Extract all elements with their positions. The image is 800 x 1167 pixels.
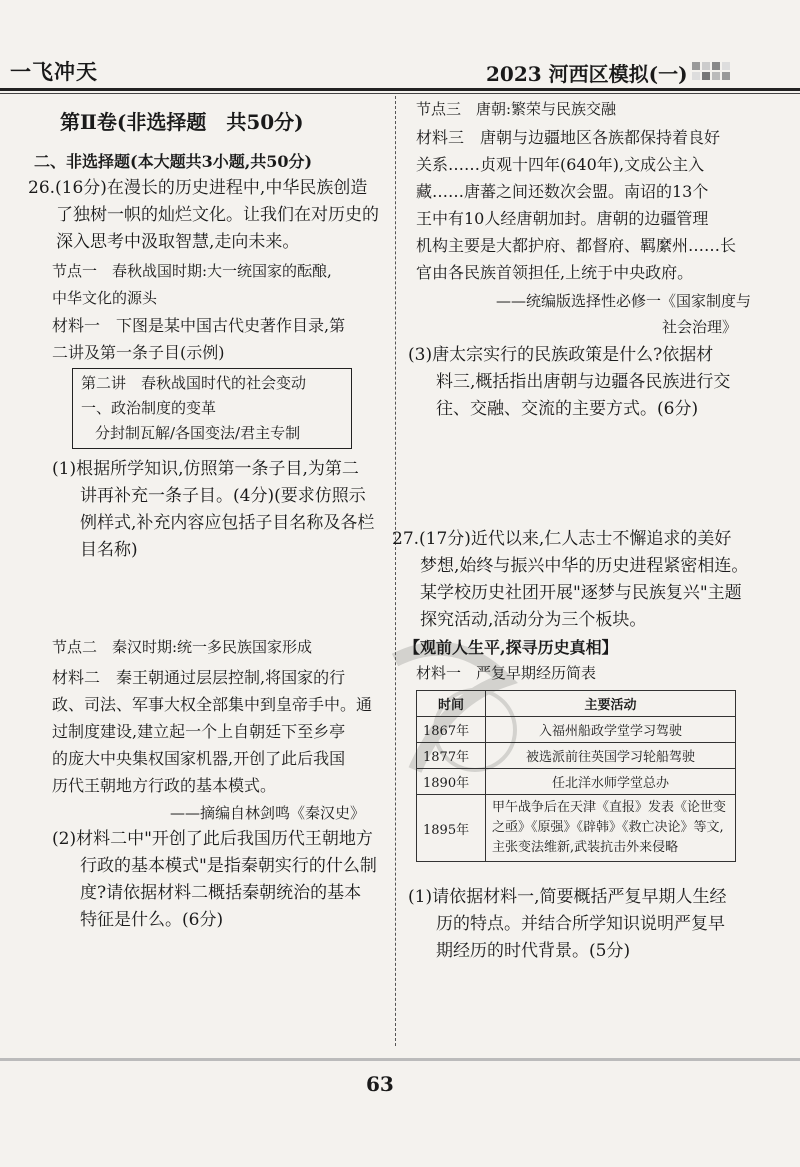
box-line: 一、政治制度的变革 [81, 399, 217, 417]
text-line: 官由各民族首领担任,上统于中央政府。 [416, 263, 694, 282]
q27-block-title: 【观前人生平,探寻历史真相】 [404, 638, 618, 657]
text-line: 政、司法、军事大权全部集中到皇帝手中。通 [52, 695, 373, 714]
table-cell: 入福州船政学堂学习驾驶 [486, 717, 736, 743]
q27-question1 [408, 884, 726, 965]
text-line: 往、交融、交流的主要方式。(6分) [436, 399, 699, 419]
q26-node3: 节点三 唐朝:繁荣与民族交融 [416, 100, 617, 118]
table-row [417, 795, 736, 862]
text-line: 二讲及第一条子目(示例) [52, 343, 225, 362]
text-line: 26.(16分)在漫长的历史进程中,中华民族创造 [28, 178, 368, 198]
table-cell: 1895年 [417, 795, 486, 862]
text-line: (3)唐太宗实行的民族政策是什么?依据材 [408, 345, 714, 365]
table-header-row [417, 691, 736, 717]
text-line: 特征是什么。(6分) [80, 910, 224, 930]
text-line: 材料一 下图是某中国古代史著作目录,第 [52, 316, 346, 335]
example-box [72, 368, 352, 449]
q26-question2 [52, 826, 377, 934]
q26-material3 [416, 124, 736, 286]
page-number: 63 [366, 1072, 394, 1096]
table-header: 时间 [417, 691, 486, 717]
q27-material1-title: 材料一 严复早期经历简表 [416, 664, 597, 682]
text-line: 深入思考中汲取智慧,走向未来。 [56, 232, 300, 252]
exam-title: 2023 河西区模拟(一) [486, 62, 688, 86]
footer-rule [0, 1058, 800, 1061]
text-line: 藏……唐蕃之间还数次会盟。南诏的13个 [416, 182, 709, 201]
q26-node1 [52, 258, 332, 312]
text-line: 历代王朝地方行政的基本模式。 [52, 776, 277, 795]
text-line: 机构主要是大都护府、都督府、羁縻州……长 [416, 236, 737, 255]
text-line: (1)根据所学知识,仿照第一条子目,为第二 [52, 459, 359, 479]
text-line: 例样式,补充内容应包括子目名称及各栏 [80, 513, 375, 533]
box-line: 第二讲 春秋战国时代的社会变动 [81, 374, 307, 392]
text-line: 关系……贞观十四年(640年),文成公主入 [416, 155, 705, 174]
header-rule-thin [0, 93, 800, 94]
table-row [417, 717, 736, 743]
decorative-grid-icon [690, 60, 736, 88]
text-line: 讲再补充一条子目。(4分)(要求仿照示 [80, 486, 366, 506]
text-line: 行政的基本模式"是指秦朝实行的什么制 [80, 856, 377, 876]
text-line: 的庞大中央集权国家机器,开创了此后我国 [52, 749, 346, 768]
table-cell: 甲午战争后在天津《直报》发表《论世变之亟》《原强》《辟韩》《救亡决论》等文,主张变法维新,武装抗击外来侵略 [486, 795, 736, 862]
brand-logo: 一飞冲天 [10, 60, 98, 84]
text-line: 梦想,始终与振兴中华的历史进程紧密相连。 [420, 556, 749, 576]
material2-source: ——摘编自林剑鸣《秦汉史》 [170, 804, 366, 822]
table-cell: 被选派前往英国学习轮船驾驶 [486, 743, 736, 769]
q27-intro [392, 526, 748, 634]
text-line: 27.(17分)近代以来,仁人志士不懈追求的美好 [392, 529, 732, 549]
q26-node2: 节点二 秦汉时期:统一多民族国家形成 [52, 638, 313, 656]
text-line: 目名称) [80, 540, 138, 560]
text-line: 节点一 春秋战国时期:大一统国家的酝酿, [52, 262, 332, 280]
text-line: 过制度建设,建立起一个上自朝廷下至乡亭 [52, 722, 346, 741]
text-line: 王中有10人经唐朝加封。唐朝的边疆管理 [416, 209, 709, 228]
text-line: 度?请依据材料二概括秦朝统治的基本 [80, 883, 362, 903]
text-line: 某学校历史社团开展"逐梦与民族复兴"主题 [420, 583, 742, 603]
material3-source-cont: 社会治理》 [662, 318, 738, 336]
text-line: 探究活动,活动分为三个板块。 [420, 610, 647, 630]
text-line: 期经历的时代背景。(5分) [436, 941, 631, 961]
yan-fu-table [416, 690, 736, 862]
text-line: 材料三 唐朝与边疆地区各族都保持着良好 [416, 128, 721, 147]
material3-source: ——统编版选择性必修一《国家制度与 [496, 292, 752, 310]
text-line: (2)材料二中"开创了此后我国历代王朝地方 [52, 829, 373, 849]
table-cell: 任北洋水师学堂总办 [486, 769, 736, 795]
q26-question1 [52, 456, 374, 564]
text-line: (1)请依据材料一,简要概括严复早期人生经 [408, 887, 727, 907]
table-header: 主要活动 [486, 691, 736, 717]
text-line: 材料二 秦王朝通过层层控制,将国家的行 [52, 668, 346, 687]
text-line: 了独树一帜的灿烂文化。让我们在对历史的 [56, 205, 379, 225]
text-line: 料三,概括指出唐朝与边疆各民族进行交 [436, 372, 731, 392]
header-rule [0, 88, 800, 91]
q26-material1 [52, 312, 345, 366]
text-line: 历的特点。并结合所学知识说明严复早 [436, 914, 725, 934]
text-line: 中华文化的源头 [52, 289, 158, 307]
table-row [417, 743, 736, 769]
table-row [417, 769, 736, 795]
q26-question3 [408, 342, 730, 423]
section-subhead: 二、非选择题(本大题共3小题,共50分) [34, 152, 313, 171]
q26-material2 [52, 664, 372, 799]
section-title: 第Ⅱ卷(非选择题 共50分) [60, 110, 304, 134]
box-line: 分封制瓦解/各国变法/君主专制 [95, 424, 301, 442]
table-cell: 1890年 [417, 769, 486, 795]
table-cell: 1867年 [417, 717, 486, 743]
table-cell: 1877年 [417, 743, 486, 769]
q26-intro [28, 175, 379, 256]
